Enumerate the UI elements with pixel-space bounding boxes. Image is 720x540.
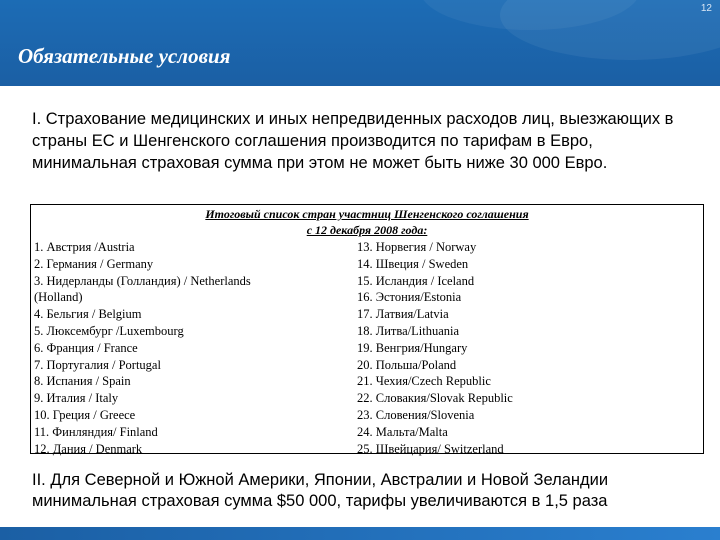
- list-item: 25. Швейцария/ Switzerland: [357, 441, 504, 456]
- list-item: 12. Дания / Denmark: [34, 441, 143, 456]
- list-item: 6. Франция / France: [34, 340, 138, 355]
- list-item: 3. Нидерланды (Голландия) / Netherlands: [34, 273, 251, 288]
- list-item: 5. Люксембург /Luxembourg: [34, 323, 184, 338]
- list-item: 8. Испания / Spain: [34, 374, 131, 389]
- list-item: 21. Чехия/Czech Republic: [357, 374, 491, 389]
- box-title-line-1: Итоговый список стран участниц Шенгенского соглашения: [205, 207, 529, 221]
- list-item: 22. Словакия/Slovak Republic: [357, 391, 513, 406]
- countries-right-column: [357, 239, 687, 457]
- list-item: 19. Венгрия/Hungary: [357, 340, 468, 355]
- list-item: 23. Словения/Slovenia: [357, 407, 475, 422]
- list-item: 17. Латвия/Latvia: [357, 307, 449, 322]
- page-number: 12: [700, 3, 712, 14]
- outro-paragraph: II. Для Северной и Южной Америки, Японии, Австралии и Новой Зеландии минимальная страховая сумма $50 000, тарифы увеличиваются в 1,5 раза: [32, 471, 609, 510]
- box-title-line-2: с 12 декабря 2008 года:: [306, 223, 428, 237]
- list-item: 11. Финляндия/ Finland: [34, 424, 158, 439]
- header-banner: [0, 0, 720, 86]
- list-item: 7. Португалия / Portugal: [34, 357, 161, 372]
- list-item: 18. Литва/Lithuania: [357, 323, 460, 338]
- box-title: [31, 206, 703, 238]
- list-item: 20. Польша/Poland: [357, 357, 457, 372]
- list-item: 24. Мальта/Malta: [357, 424, 448, 439]
- page-title: Обязательные условия: [18, 44, 231, 68]
- list-item: 10. Греция / Greece: [34, 407, 136, 422]
- list-item: 14. Швеция / Sweden: [357, 256, 469, 271]
- list-item: (Holland): [34, 290, 83, 305]
- list-item: 1. Австрия /Austria: [34, 240, 135, 254]
- countries-left-column: [34, 239, 334, 457]
- footer-bar: [0, 527, 720, 540]
- list-item: 2. Германия / Germany: [34, 256, 154, 271]
- list-item: 9. Италия / Italy: [34, 391, 119, 406]
- list-item: 4. Бельгия / Belgium: [34, 307, 142, 322]
- list-item: 13. Норвегия / Norway: [357, 240, 477, 254]
- list-item: 16. Эстония/Estonia: [357, 290, 462, 305]
- intro-paragraph: I. Страхование медицинских и иных непредвиденных расходов лиц, выезжающих в страны ЕС и Шенгенского соглашения производится по тарифам в Евро, минимальная страховая сумма при этом не может быть ниже 30 000 Евро.: [32, 110, 674, 172]
- schengen-countries-box: [30, 204, 704, 454]
- list-item: 15. Исландия / Iceland: [357, 273, 475, 288]
